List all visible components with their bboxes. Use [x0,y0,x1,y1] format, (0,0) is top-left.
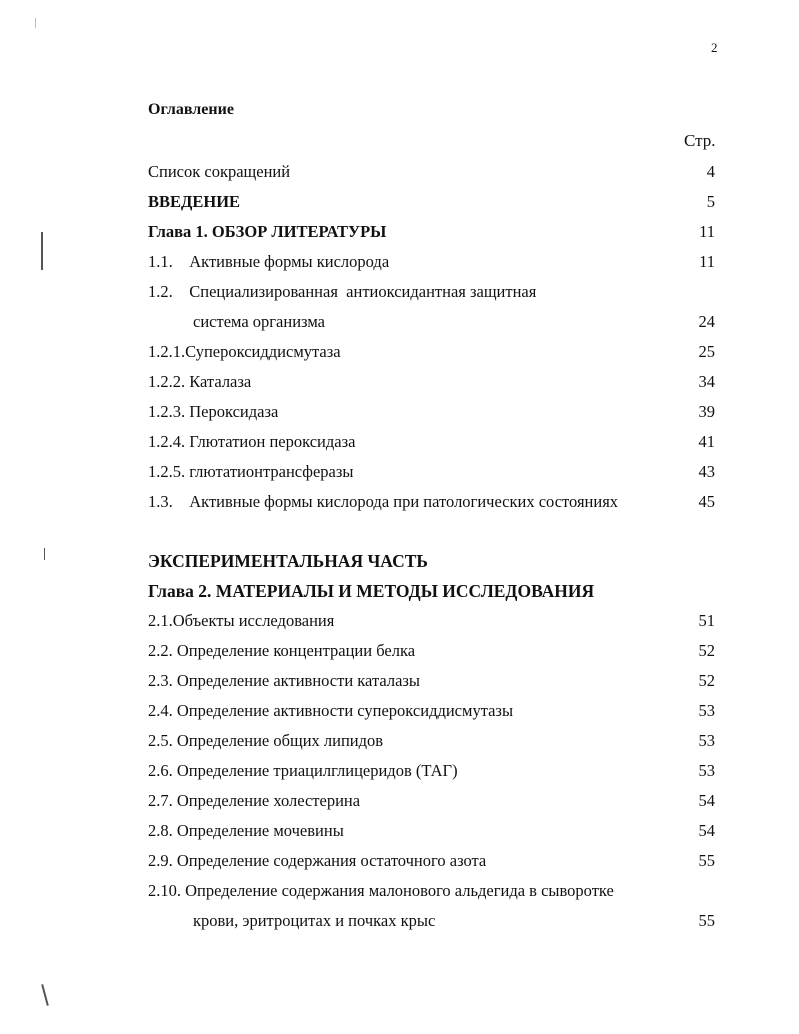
toc-entry-title: Глава 2. МАТЕРИАЛЫ И МЕТОДЫ ИССЛЕДОВАНИЯ [148,581,595,601]
toc-entry-2-3 [148,671,715,695]
toc-entry-title: ВВЕДЕНИЕ [148,192,241,211]
toc-entry-title: ЭКСПЕРИМЕНТАЛЬНАЯ ЧАСТЬ [148,551,428,571]
toc-entry-page: 55 [698,911,715,930]
toc-entry-page: 53 [698,701,715,720]
toc-entry-page: 34 [698,372,715,391]
toc-entry-page: 53 [698,761,715,780]
toc-entry-title: 2.10. Определение содержания малонового альдегида в сыворотке [148,881,614,900]
toc-entry-2-1 [148,611,715,635]
toc-entry-2-8 [148,821,715,845]
toc-entry-page: 41 [698,432,715,451]
toc-entry-introduction [148,192,715,216]
scan-mark [44,548,45,560]
toc-entry-2-2 [148,641,715,665]
toc-entry-page: 54 [698,791,715,810]
toc-entry-2-4 [148,701,715,725]
toc-entry-title: 2.8. Определение мочевины [148,821,344,840]
toc-entry-title: 2.5. Определение общих липидов [148,731,384,750]
toc-entry-page: 55 [698,851,715,870]
toc-entry-page: 52 [698,671,715,690]
toc-section-experimental [148,551,715,575]
toc-entry-page: 52 [698,641,715,660]
toc-entry-page: 5 [706,192,715,211]
toc-entry-page: 45 [698,492,715,511]
toc-entry-chapter-1 [148,222,715,246]
toc-entry-page: 11 [699,252,715,271]
toc-entry-2-7 [148,791,715,815]
toc-entry-title: 1.2.5. глютатионтрансферазы [148,462,354,481]
toc-entry-page: 25 [698,342,715,361]
toc-entry-title: 2.6. Определение триацилглицеридов (ТАГ) [148,761,458,780]
toc-entry-page: 4 [706,162,715,181]
toc-entry-title: 1.2.1.Супероксиддисмутаза [148,342,341,361]
toc-entry-title: крови, эритроцитах и почках крыс [193,911,436,930]
toc-entry-title: 2.2. Определение концентрации белка [148,641,416,660]
toc-entry-1-2-5 [148,462,715,486]
toc-entry-2-10-cont [148,911,715,935]
toc-entry-title: 1.2.4. Глютатион пероксидаза [148,432,356,451]
toc-entry-2-9 [148,851,715,875]
toc-entry-title: 2.9. Определение содержания остаточного азота [148,851,487,870]
toc-entry-title: 1.2.3. Пероксидаза [148,402,279,421]
toc-entry-title: Глава 1. ОБЗОР ЛИТЕРАТУРЫ [148,222,387,241]
toc-entry-page: 54 [698,821,715,840]
toc-entry-page: 51 [698,611,715,630]
toc-entry-1-1 [148,252,715,276]
scan-mark [41,984,49,1006]
toc-entry-title: 1.2.2. Каталаза [148,372,252,391]
scan-mark [41,232,43,270]
toc-entry-title: система организма [193,312,325,331]
toc-entry-title: 2.1.Объекты исследования [148,611,335,630]
toc-entry-chapter-2 [148,581,715,605]
toc-entry-title: 1.1. Активные формы кислорода [148,252,390,271]
toc-entry-title: 2.4. Определение активности супероксиддисмутазы [148,701,514,720]
page-number: 2 [711,40,718,55]
toc-entry-2-10 [148,881,715,905]
toc-entry-1-2-2 [148,372,715,396]
toc-entry-title: 1.2. Специализированная антиоксидантная защитная [148,282,537,301]
toc-entry-title: 1.3. Активные формы кислорода при патологических состояниях [148,492,619,511]
toc-entry-1-2-cont [148,312,715,336]
toc-entry-2-6 [148,761,715,785]
toc-entry-title: 2.7. Определение холестерина [148,791,361,810]
toc-entry-abbreviations [148,162,715,186]
pages-column-label: Стр. [684,131,716,150]
toc-entry-page: 24 [698,312,715,331]
toc-entry-1-3 [148,492,715,516]
toc-entry-page: 53 [698,731,715,750]
toc-entry-page: 39 [698,402,715,421]
toc-entry-1-2 [148,282,715,306]
toc-entry-2-5 [148,731,715,755]
toc-entry-page: 43 [698,462,715,481]
toc-entry-page: 11 [699,222,715,241]
toc-entry-title: Список сокращений [148,162,291,181]
scan-mark [35,18,36,28]
toc-entry-title: 2.3. Определение активности каталазы [148,671,421,690]
toc-entry-1-2-3 [148,402,715,426]
toc-entry-1-2-4 [148,432,715,456]
toc-entry-1-2-1 [148,342,715,366]
toc-heading: Оглавление [148,101,234,118]
